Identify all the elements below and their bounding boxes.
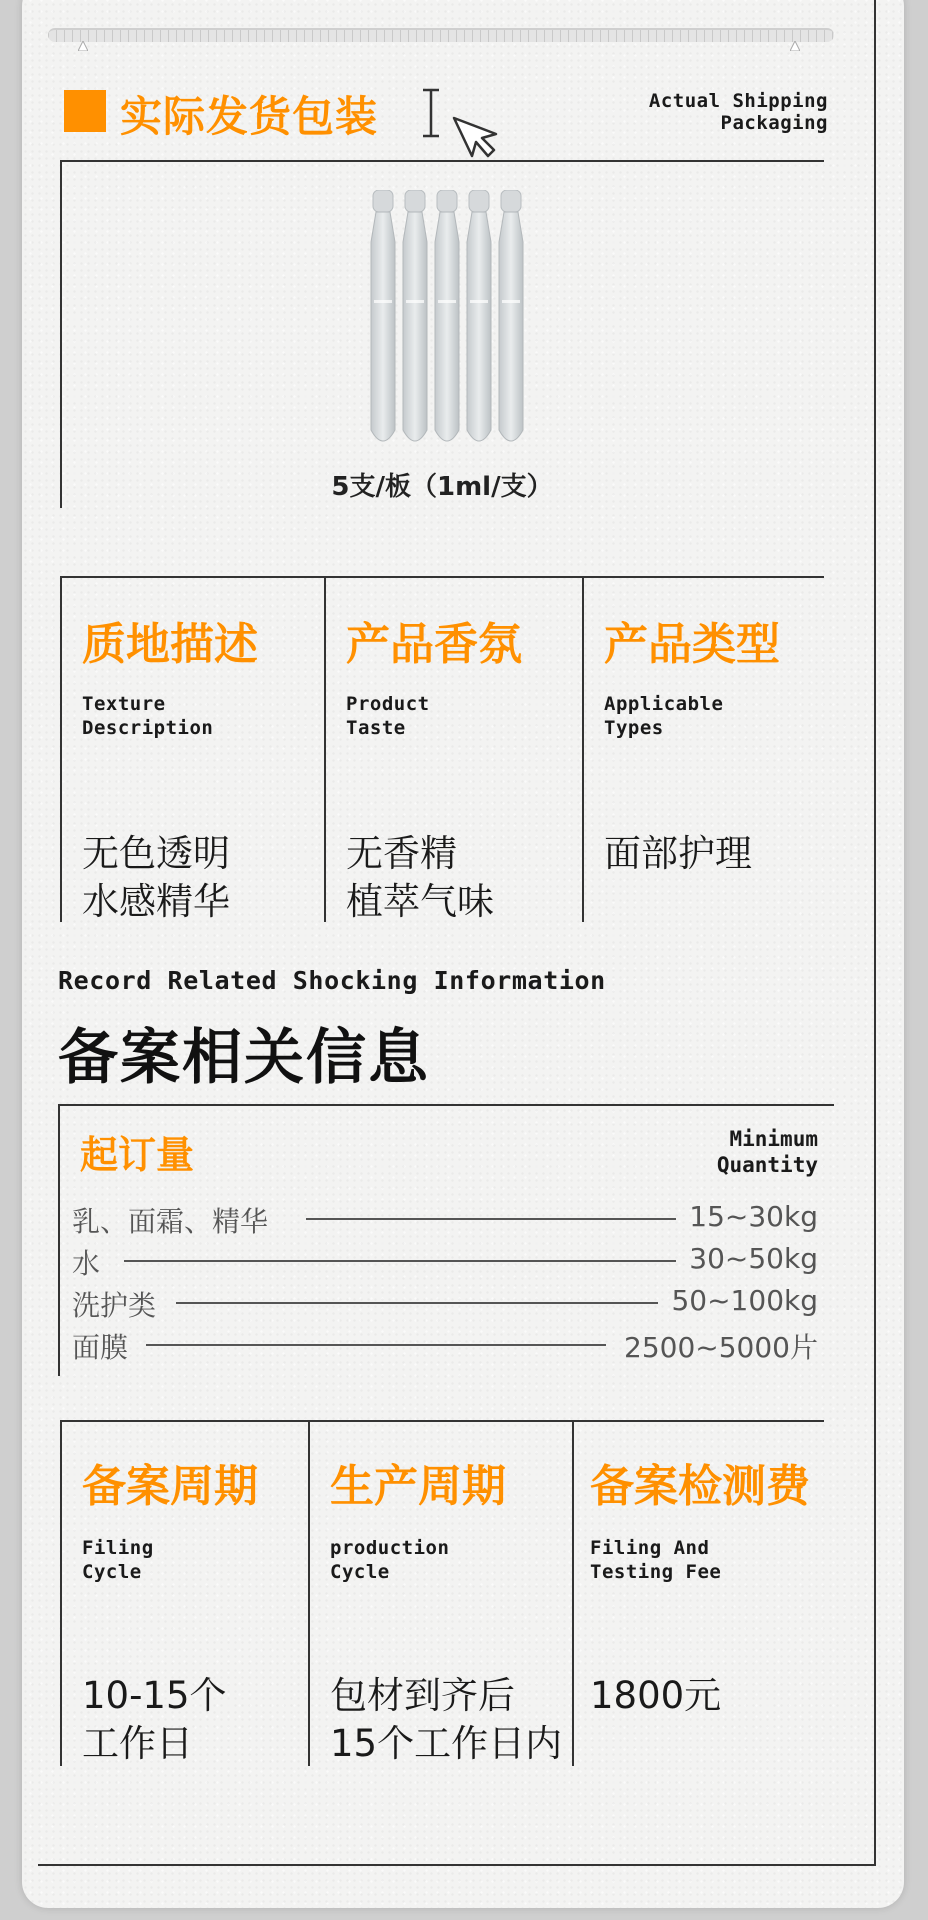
filing-value: 1800元 (590, 1674, 722, 1717)
filing-title-en: Filing And Testing Fee (590, 1537, 722, 1583)
attribute-type (582, 578, 824, 922)
moq-row (72, 1326, 818, 1362)
filing-value: 包材到齐后 15个工作日内 (330, 1674, 563, 1765)
moq-row-value: 15~30kg (689, 1200, 818, 1233)
attribute-value: 面部护理 (604, 832, 752, 875)
moq-row-leader (146, 1344, 606, 1346)
frame-right-border (874, 0, 876, 1866)
moq-row-label: 面膜 (72, 1331, 129, 1364)
ruler-marker-icon (790, 36, 800, 46)
production-cycle (308, 1422, 572, 1766)
attributes-grid (60, 576, 824, 922)
filing-title-en: production Cycle (330, 1537, 450, 1583)
moq-row (72, 1284, 818, 1320)
moq-row (72, 1200, 818, 1236)
attribute-title: 产品类型 (604, 619, 780, 670)
ruler-marker-icon (78, 36, 88, 46)
attribute-value: 无香精 植萃气味 (346, 832, 494, 923)
attribute-title: 质地描述 (82, 619, 258, 670)
text-cursor-icon (420, 88, 442, 138)
attribute-value: 无色透明 水感精华 (82, 832, 230, 923)
shipping-title: 实际发货包装 (120, 92, 379, 141)
moq-row-leader (306, 1218, 676, 1220)
shipping-title-en: Actual Shipping Packaging (648, 90, 828, 134)
attribute-title: 产品香氛 (346, 619, 522, 670)
filing-title-en: Filing Cycle (82, 1537, 154, 1583)
frame-bottom-border (38, 1864, 876, 1866)
product-image (368, 190, 530, 450)
filing-value: 10-15个 工作日 (82, 1674, 227, 1765)
moq-title-en: Minimum Quantity (716, 1127, 818, 1177)
section-marker (64, 90, 106, 132)
decorative-ruler (48, 28, 834, 42)
moq-title: 起订量 (80, 1133, 195, 1177)
packaging-caption: 5支/板（1ml/支） (331, 472, 553, 502)
moq-row-label: 水 (72, 1247, 101, 1280)
record-title: 备案相关信息 (58, 1023, 430, 1093)
moq-row-value: 2500~5000片 (624, 1331, 818, 1364)
attribute-taste (324, 578, 582, 922)
attribute-title-en: Texture Description (82, 693, 214, 739)
moq-row-value: 30~50kg (689, 1242, 818, 1275)
serum-vial-icon (371, 190, 523, 441)
arrow-pointer-icon (452, 116, 500, 162)
moq-row-leader (176, 1302, 658, 1304)
moq-row-label: 洗护类 (72, 1289, 157, 1322)
attribute-title-en: Product Taste (346, 693, 430, 739)
attribute-texture (60, 578, 324, 922)
moq-row (72, 1242, 818, 1278)
filing-title: 备案周期 (82, 1461, 258, 1512)
moq-row-value: 50~100kg (671, 1284, 818, 1317)
attribute-title-en: Applicable Types (604, 693, 724, 739)
filing-grid (60, 1420, 824, 1766)
record-title-en: Record Related Shocking Information (58, 966, 606, 995)
moq-row-label: 乳、面霜、精华 (72, 1205, 269, 1238)
filing-title: 备案检测费 (590, 1461, 810, 1512)
filing-cycle (60, 1422, 308, 1766)
filing-title: 生产周期 (330, 1461, 506, 1512)
filing-testing-fee (572, 1422, 824, 1766)
moq-row-leader (124, 1260, 676, 1262)
